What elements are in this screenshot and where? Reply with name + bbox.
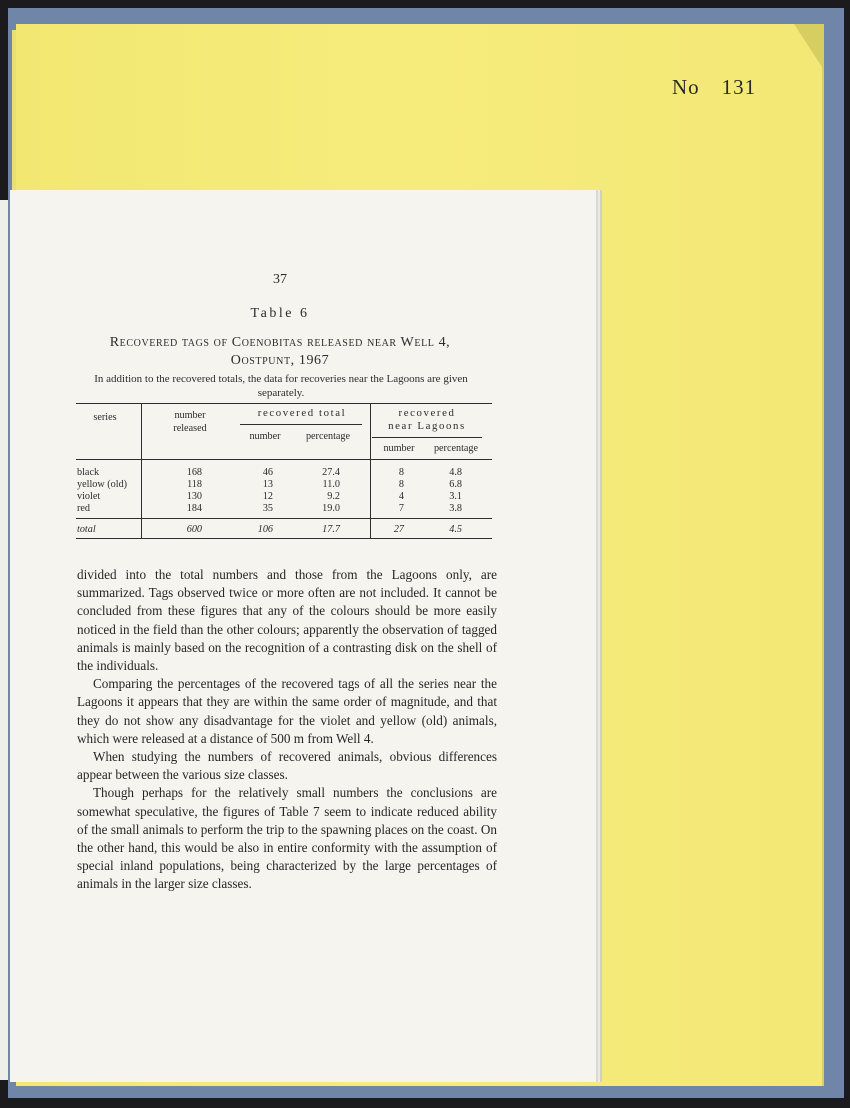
cell-series: black bbox=[77, 467, 100, 478]
cell-lagoons-percentage: 4.8 bbox=[449, 467, 462, 478]
cell-recovered-percentage: 19.0 bbox=[322, 503, 340, 514]
header-recovered-total: recovered total bbox=[257, 407, 347, 419]
cell-released: 130 bbox=[186, 491, 202, 502]
document-number-stamp bbox=[672, 75, 756, 100]
header-total-number: number bbox=[249, 431, 281, 442]
cell-series: violet bbox=[77, 491, 101, 502]
cell-recovered-number: 106 bbox=[257, 524, 273, 535]
table-vertical-rule-2 bbox=[370, 404, 371, 538]
caption-line-1: Recovered tags of Coenobitas released near Well 4, bbox=[109, 335, 451, 350]
cell-series: total bbox=[77, 524, 96, 535]
paragraph-2: Comparing the percentages of the recovered tags of all the series near the Lagoons it appears that they are within the same order of magnitude, and that they do not show any disadvantage for the violet and yellow (old) animals, which were released at a distance of 500 m from Well 4. bbox=[77, 676, 497, 746]
header-lagoons-percentage: percentage bbox=[433, 443, 479, 454]
number-value: 131 bbox=[721, 75, 757, 99]
cell-released: 184 bbox=[186, 503, 202, 514]
table-caption bbox=[70, 334, 490, 370]
cell-lagoons-percentage: 3.1 bbox=[449, 491, 462, 502]
header-total-percentage: percentage bbox=[305, 431, 351, 442]
cell-lagoons-percentage: 3.8 bbox=[449, 503, 462, 514]
header-recovered-lagoons-line-1: recovered bbox=[398, 407, 456, 419]
cell-released: 118 bbox=[187, 479, 202, 490]
cell-recovered-number: 12 bbox=[262, 491, 273, 502]
cell-series: yellow (old) bbox=[77, 479, 128, 490]
cell-lagoons-number: 27 bbox=[393, 524, 404, 535]
number-prefix: No bbox=[672, 75, 700, 99]
cell-recovered-percentage: 17.7 bbox=[322, 524, 340, 535]
cell-lagoons-percentage: 6.8 bbox=[449, 479, 462, 490]
table-title: Table 6 bbox=[250, 306, 310, 321]
page-number: 37 bbox=[273, 272, 287, 287]
cell-released: 600 bbox=[186, 524, 202, 535]
card-fold-corner bbox=[794, 24, 824, 70]
header-released-line-2: released bbox=[173, 423, 207, 434]
caption-line-2: Oostpunt, 1967 bbox=[230, 353, 330, 368]
cell-released: 168 bbox=[186, 467, 202, 478]
cell-series: red bbox=[77, 503, 91, 514]
table-total-top-rule bbox=[76, 518, 492, 519]
near-lagoons-underline bbox=[372, 437, 482, 438]
cell-recovered-percentage: 11.0 bbox=[322, 479, 340, 490]
cell-recovered-number: 35 bbox=[262, 503, 273, 514]
table-note: In addition to the recovered totals, the data for recoveries near the Lagoons are given separately. bbox=[94, 373, 468, 399]
table-top-rule bbox=[76, 403, 492, 404]
paragraph-3: When studying the numbers of recovered animals, obvious differences appear between the various size classes. bbox=[77, 749, 497, 783]
header-lagoons-number: number bbox=[383, 443, 415, 454]
recovered-total-underline bbox=[240, 424, 362, 425]
cell-lagoons-percentage: 4.5 bbox=[449, 524, 462, 535]
header-recovered-lagoons-line-2: near Lagoons bbox=[388, 420, 466, 432]
body-text bbox=[77, 566, 497, 894]
paragraph-4: Though perhaps for the relatively small numbers the conclusions are somewhat speculative, the figures of Table 7 seem to indicate reduced ability of the small animals to perform the trip to the spawning places on the coast. On the other hand, this would be also in entire conformity with the assumption of special inland populations, being characterized by the large percentages of animals in the larger size classes. bbox=[77, 785, 497, 892]
header-series: series bbox=[93, 412, 117, 423]
header-released-line-1: number bbox=[174, 410, 206, 421]
table-vertical-rule-1 bbox=[141, 404, 142, 538]
cell-lagoons-number: 8 bbox=[398, 479, 404, 490]
cell-lagoons-number: 4 bbox=[398, 491, 404, 502]
cell-recovered-number: 46 bbox=[262, 467, 273, 478]
cell-recovered-percentage: 27.4 bbox=[322, 467, 340, 478]
cell-recovered-percentage: 9.2 bbox=[327, 491, 340, 502]
paragraph-1: divided into the total numbers and those from the Lagoons only, are summarized. Tags observed twice or more often are not included. It cannot be concluded from these figures that any of the colours should be more easily noticed in the field than the other colours; apparently the observation of tagged animals is mainly based on the recognition of a contrasting disk on the shell of the individuals. bbox=[77, 567, 497, 674]
cell-recovered-number: 13 bbox=[262, 479, 273, 490]
book-page bbox=[10, 190, 596, 1082]
cell-lagoons-number: 7 bbox=[398, 503, 404, 514]
table-bottom-rule bbox=[76, 538, 492, 539]
cell-lagoons-number: 8 bbox=[398, 467, 404, 478]
table-header-bottom-rule bbox=[76, 459, 492, 460]
left-page-edge bbox=[0, 200, 8, 1080]
